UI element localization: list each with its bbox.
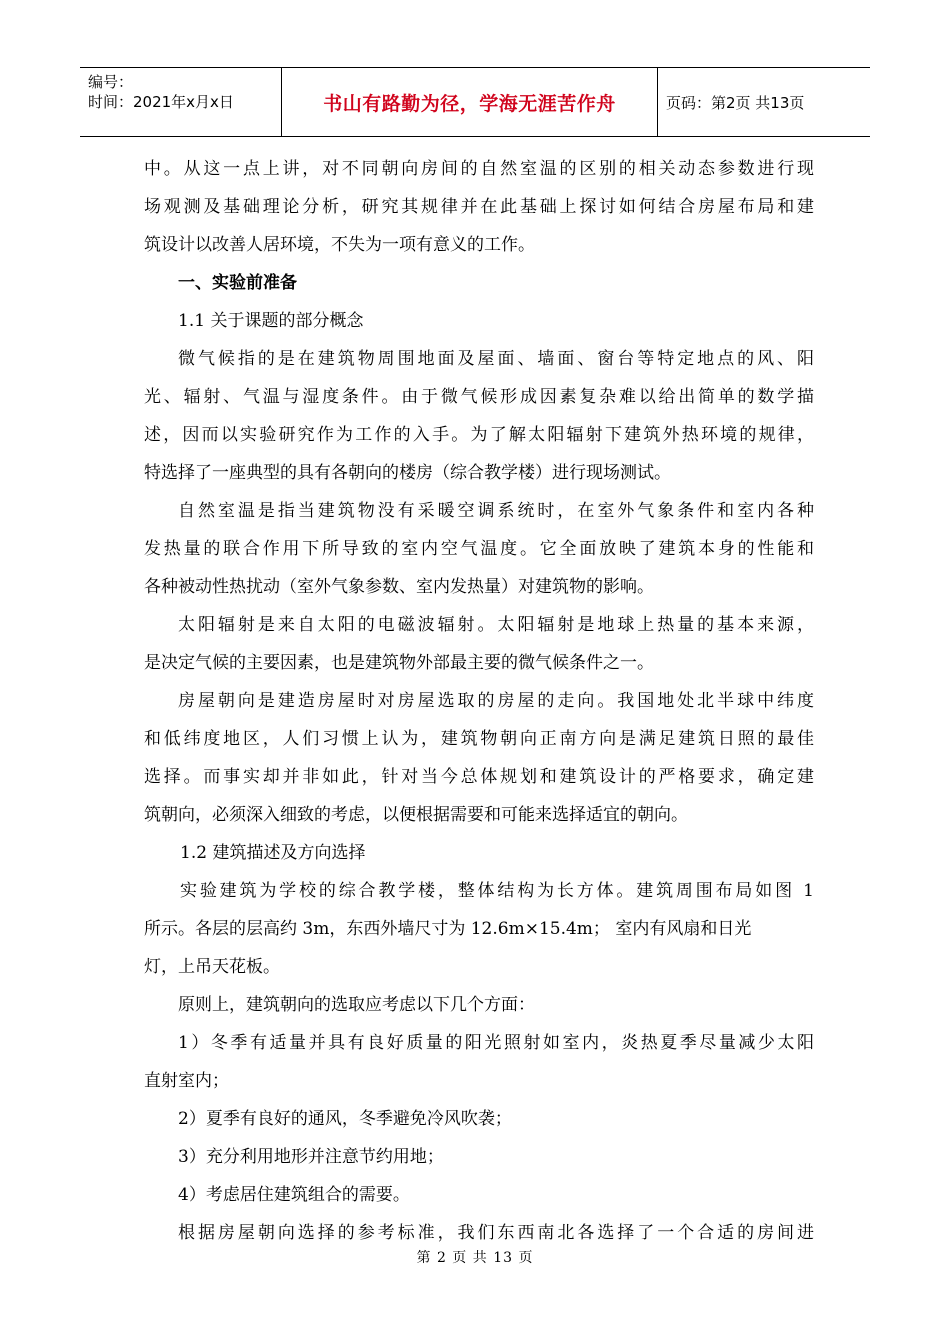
document-number-label: 编号： <box>88 73 134 91</box>
page-header <box>80 67 870 137</box>
body-line: 筑朝向，必须深入细致的考虑，以便根据需要和可能来选择适宜的朝向。 <box>144 805 688 825</box>
body-line: 根据房屋朝向选择的参考标准，我们东西南北各选择了一个合适的房间进 <box>178 1223 814 1243</box>
body-line: 实验建筑为学校的综合教学楼，整体结构为长方体。建筑周围布局如图 1 <box>180 881 814 901</box>
body-line: 太阳辐射是来自太阳的电磁波辐射。太阳辐射是地球上热量的基本来源， <box>178 615 814 635</box>
body-line: 原则上，建筑朝向的选取应考虑以下几个方面： <box>178 995 535 1015</box>
list-item: 1）冬季有适量并具有良好质量的阳光照射如室内，炎热夏季尽量减少太阳 <box>178 1033 814 1053</box>
body-line: 和低纬度地区，人们习惯上认为，建筑物朝向正南方向是满足建筑日照的最佳 <box>144 729 814 749</box>
header-page-info: 页码：第2页 共13页 <box>666 93 805 112</box>
subsection-heading: 1.1 关于课题的部分概念 <box>178 311 364 331</box>
document-body <box>144 150 814 1252</box>
body-line: 微气候指的是在建筑物周围地面及屋面、墙面、窗台等特定地点的风、阳 <box>178 349 814 369</box>
body-line: 发热量的联合作用下所导致的室内空气温度。它全面放映了建筑本身的性能和 <box>144 539 814 559</box>
body-line: 灯，上吊天花板。 <box>144 957 280 977</box>
body-line: 直射室内； <box>144 1071 229 1091</box>
body-line: 述，因而以实验研究作为工作的入手。为了解太阳辐射下建筑外热环境的规律， <box>144 425 814 445</box>
body-line: 房屋朝向是建造房屋时对房屋选取的房屋的走向。我国地处北半球中纬度 <box>178 691 814 711</box>
list-item: 3）充分利用地形并注意节约用地； <box>178 1147 444 1167</box>
body-line: 自然室温是指当建筑物没有采暖空调系统时，在室外气象条件和室内各种 <box>178 501 814 521</box>
body-line: 中。从这一点上讲，对不同朝向房间的自然室温的区别的相关动态参数进行现 <box>144 159 814 179</box>
body-line: 所示。各层的层高约 3m，东西外墙尺寸为 12.6m×15.4m； 室内有风扇和日光 <box>144 919 752 939</box>
section-heading: 一、实验前准备 <box>178 273 297 293</box>
header-motto: 书山有路勤为径，学海无涯苦作舟 <box>282 68 658 136</box>
body-line: 场观测及基础理论分析，研究其规律并在此基础上探讨如何结合房屋布局和建 <box>144 197 814 217</box>
body-line: 各种被动性热扰动（室外气象参数、室内发热量）对建筑物的影响。 <box>144 577 654 597</box>
body-line: 筑设计以改善人居环境，不失为一项有意义的工作。 <box>144 235 535 255</box>
document-date: 时间：2021年x月x日 <box>88 93 234 111</box>
list-item: 2）夏季有良好的通风，冬季避免冷风吹袭； <box>178 1109 512 1129</box>
subsection-heading: 1.2 建筑描述及方向选择 <box>180 843 366 863</box>
body-line: 光、辐射、气温与湿度条件。由于微气候形成因素复杂难以给出简单的数学描 <box>144 387 814 407</box>
body-line: 是决定气候的主要因素，也是建筑物外部最主要的微气候条件之一。 <box>144 653 654 673</box>
list-item: 4）考虑居住建筑组合的需要。 <box>178 1185 410 1205</box>
header-meta-cell <box>80 68 282 136</box>
page-footer: 第 2 页 共 13 页 <box>416 1250 534 1266</box>
body-line: 选择。而事实却并非如此，针对当今总体规划和建筑设计的严格要求，确定建 <box>144 767 814 787</box>
body-line: 特选择了一座典型的具有各朝向的楼房（综合教学楼）进行现场测试。 <box>144 463 671 483</box>
